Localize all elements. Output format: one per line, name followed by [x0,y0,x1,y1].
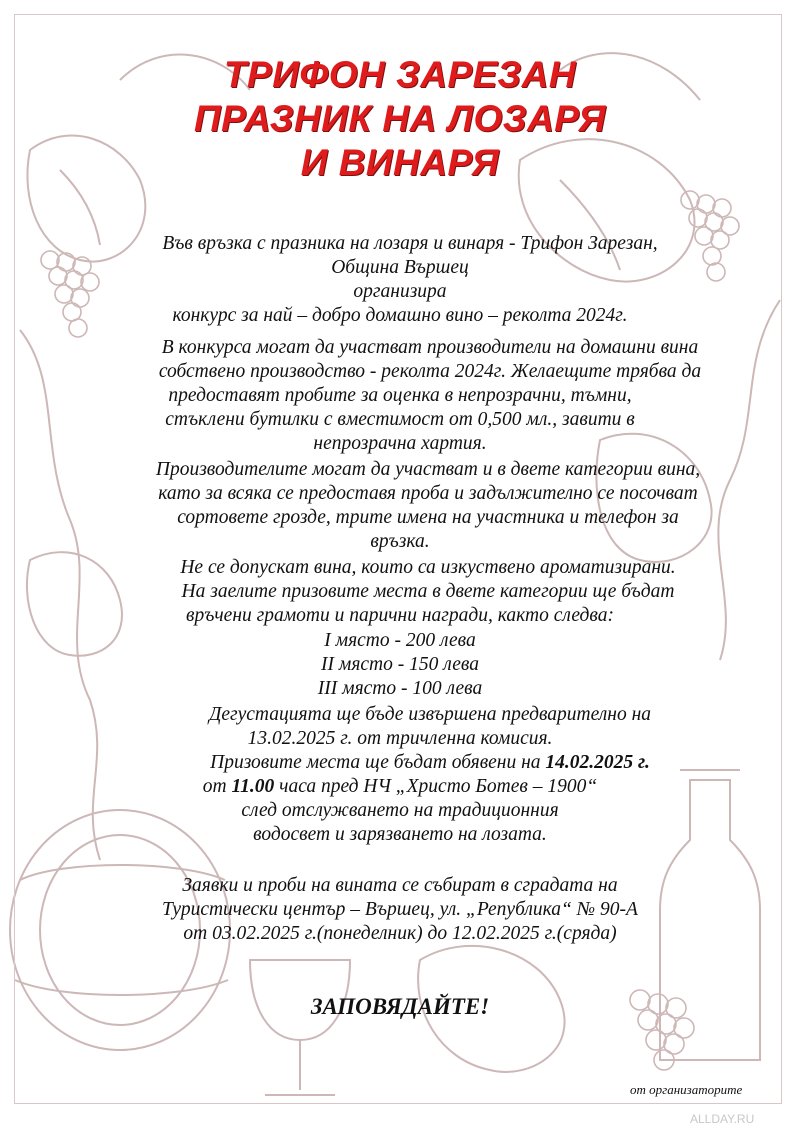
watermark: ALLDAY.RU [690,1112,755,1126]
prize-line: I място - 200 лева [324,630,476,651]
body-line: предоставят пробите за оценка в непрозрачни, тъмни, [168,385,632,406]
applications-line: от 03.02.2025 г.(понеделник) до 12.02.2025 г.(сряда) [183,923,617,944]
title-line-3: И ВИНАРЯ [300,142,500,183]
announce-text: от [202,776,232,797]
intro-line: Във връзка с празника на лозаря и винаря - Трифон Зарезан, [162,233,658,254]
announce-line [30,751,800,775]
announce-line: след отслужването на традиционния [241,800,559,821]
announce-line: водосвет и зарязването на лозата. [253,824,547,845]
applications-line: Заявки и проби на вината се събират в сградата на [182,875,618,896]
prize-line: III място - 100 лева [317,678,483,699]
tasting-line: 13.02.2025 г. от тричленна комисия. [247,728,553,749]
intro-line: Община Вършец [331,257,469,278]
prize-line: II място - 150 лева [321,654,479,675]
announce-line [0,775,800,799]
intro-line: организира [353,281,447,302]
body-line: връчени грамоти и парични награди, както следва: [186,605,614,626]
body-line: На заелите призовите места в двете категории ще бъдат [181,581,675,602]
announce-text: часа пред НЧ „Христо Ботев – 1900“ [274,776,598,797]
tasting-line: Дегустацията ще бъде извършена предварително на [208,704,652,725]
body-line: сортовете грозде, трите имена на участника и телефон за [177,507,679,528]
body-line: връзка. [370,531,430,552]
signature: от организаторите [630,1082,743,1097]
applications-line: Туристически център – Вършец, ул. „Република“ № 90-А [162,899,638,920]
body-line: непрозрачна хартия. [313,433,487,454]
body-line: като за всяка се предоставя проба и задължително се посочват [158,483,698,504]
body-line: стъклени бутилки с вместимост от 0,500 мл., завити в [165,409,635,430]
body-line: В конкурса могат да участват производители на домашни вина [161,337,699,358]
announce-text: Призовите места ще бъдат обявени на [210,752,546,773]
title-line-1: ТРИФОН ЗАРЕЗАН [223,54,577,95]
announce-time: 11.00 [231,776,275,797]
body-line: Не се допускат вина, които са изкуствено ароматизирани. [180,557,676,578]
intro-line: конкурс за най – добро домашно вино – реколта 2024г. [172,305,628,326]
title-line-2: ПРАЗНИК НА ЛОЗАРЯ [193,98,607,139]
body-line: собствено производство - реколта 2024г. Желаещите трябва да [158,361,702,382]
announce-date: 14.02.2025 г. [545,752,650,773]
body-line: Производителите могат да участват и в двете категории вина, [155,459,701,480]
invite-heading: ЗАПОВЯДАЙТЕ! [310,994,490,1019]
